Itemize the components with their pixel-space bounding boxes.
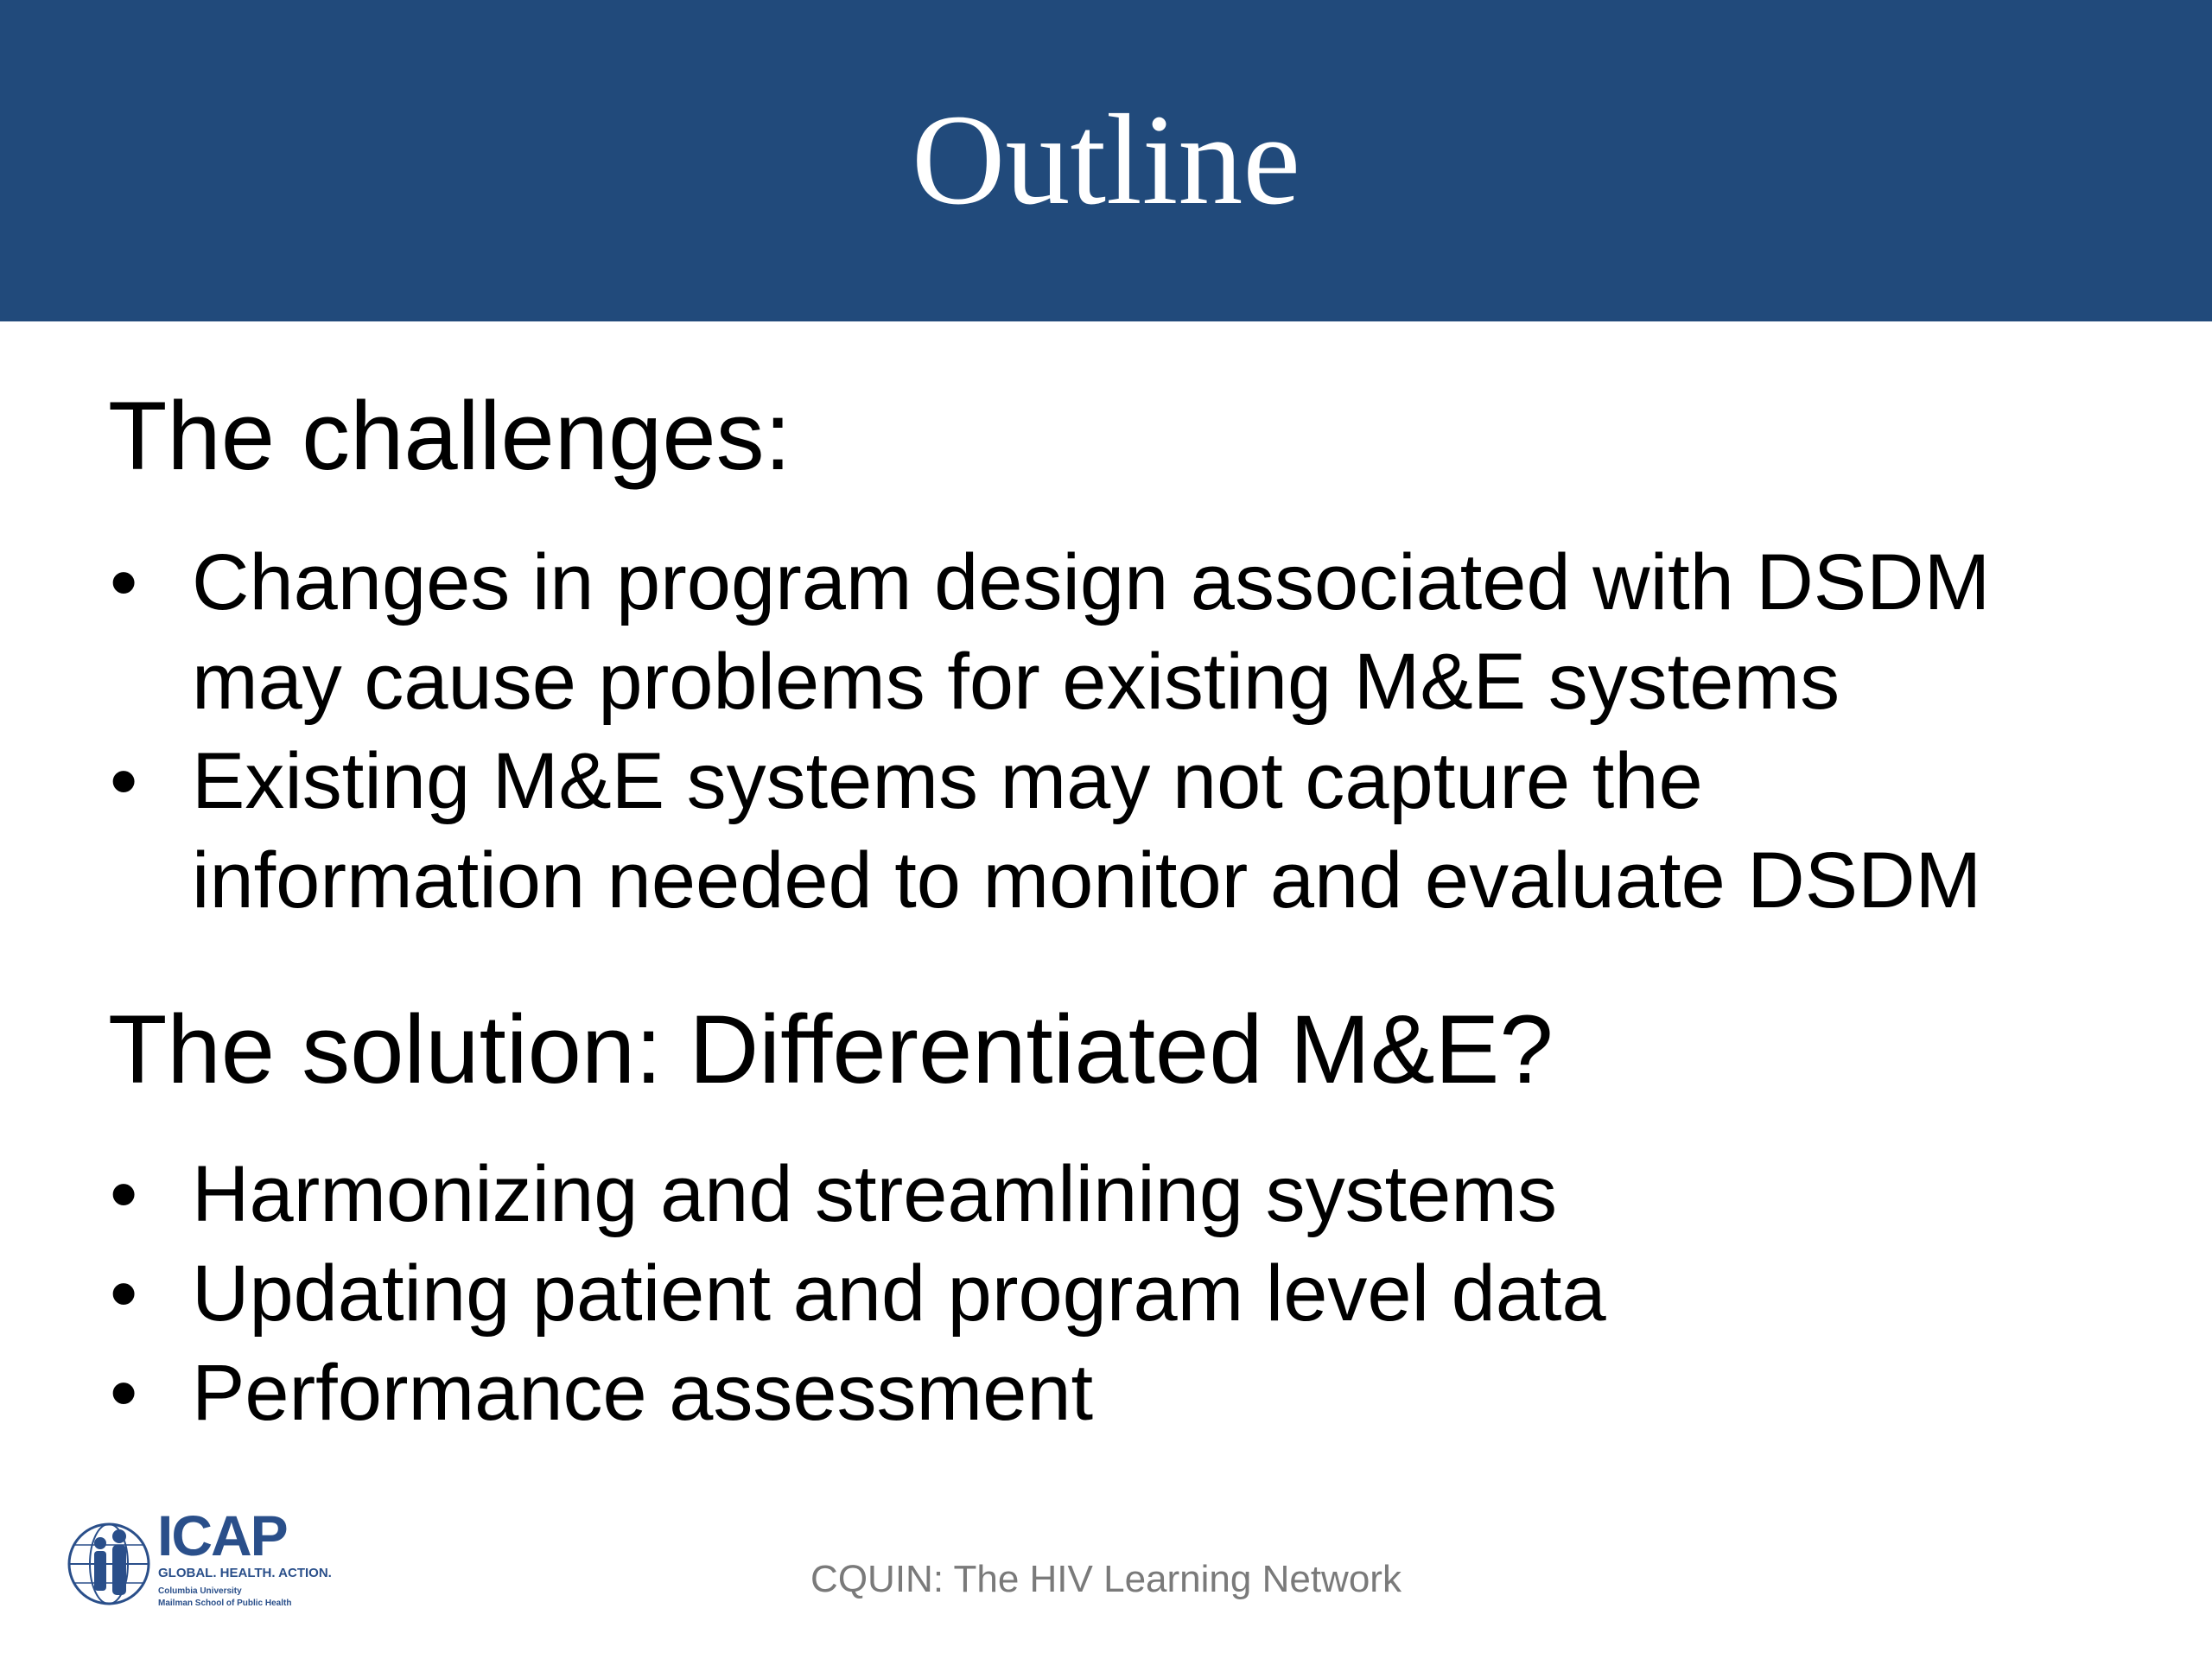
- bullet-icon: •: [110, 1349, 138, 1437]
- bullet-icon: •: [110, 538, 138, 626]
- challenges-list: [0, 533, 1990, 931]
- list-item-line: Updating patient and program level data: [192, 1249, 1606, 1338]
- slide-title: Outline: [912, 88, 1300, 232]
- list-item: [0, 533, 1990, 732]
- list-item-line: may cause problems for existing M&E systems: [192, 638, 1840, 726]
- list-item-line: Performance assessment: [192, 1349, 1094, 1437]
- solution-list: [0, 1145, 1606, 1443]
- bullet-icon: •: [110, 737, 138, 825]
- list-item: [0, 1344, 1606, 1443]
- list-item-line: information needed to monitor and evaluate DSDM: [192, 836, 1982, 925]
- section-heading-challenges: The challenges:: [108, 382, 791, 490]
- section-heading-solution: The solution: Differentiated M&E?: [108, 995, 1554, 1103]
- logo-subtitle: Columbia University: [158, 1586, 242, 1596]
- list-item: [0, 1145, 1606, 1244]
- bullet-icon: •: [110, 1150, 138, 1238]
- logo-tagline: GLOBAL. HEALTH. ACTION.: [158, 1566, 332, 1580]
- list-item: [0, 1244, 1606, 1344]
- logo-wordmark: ICAP: [157, 1503, 287, 1567]
- logo-subtitle: Mailman School of Public Health: [158, 1599, 292, 1608]
- list-item-line: Existing M&E systems may not capture the: [192, 737, 1703, 825]
- list-item: [0, 732, 1990, 931]
- bullet-icon: •: [110, 1249, 138, 1338]
- list-item-line: Harmonizing and streamlining systems: [192, 1150, 1557, 1238]
- list-item-line: Changes in program design associated with DSDM: [192, 538, 1991, 626]
- footer-text: CQUIN: The HIV Learning Network: [810, 1558, 1402, 1600]
